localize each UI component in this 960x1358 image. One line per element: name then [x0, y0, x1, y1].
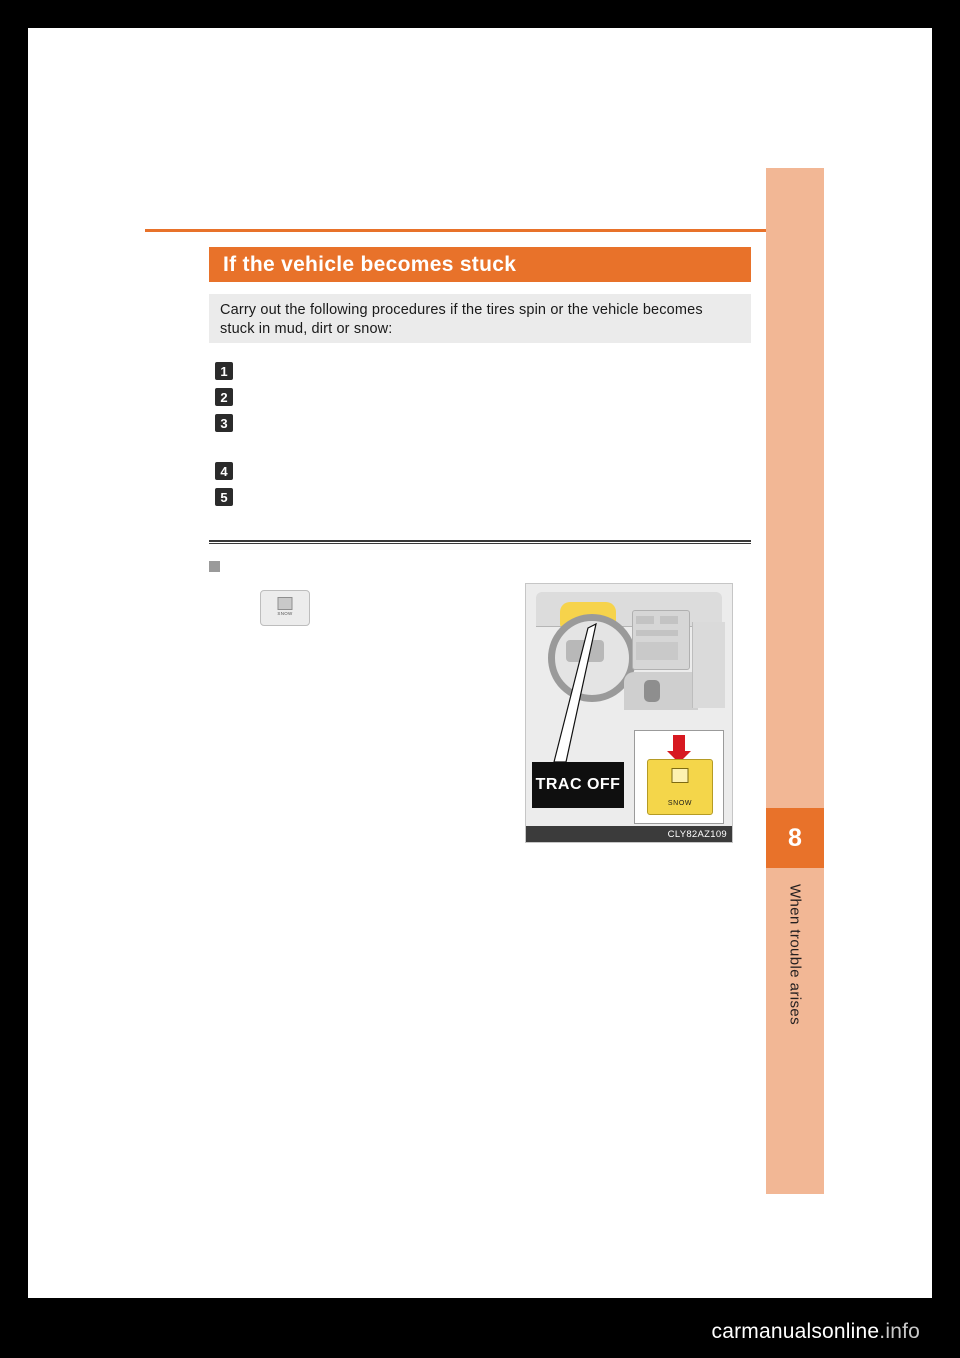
snow-switch-callout: [634, 730, 724, 824]
step-item: [215, 488, 751, 514]
display-shape: [636, 630, 678, 636]
step-item: [215, 388, 751, 414]
snow-switch-button[interactable]: [647, 759, 713, 815]
divider-line-bottom: [209, 543, 751, 544]
step-number: 5: [215, 488, 233, 506]
chapter-number: 8: [766, 808, 824, 868]
step-number: 2: [215, 388, 233, 406]
air-vent-shape: [660, 616, 678, 624]
steering-wheel-hub-shape: [566, 640, 604, 662]
shift-lever-shape: [644, 680, 660, 702]
watermark-main: carmanualsonline: [711, 1320, 880, 1343]
trac-off-indicator-text: TRAC OFF: [535, 776, 621, 793]
illustration: [525, 583, 733, 843]
step-number: 3: [215, 414, 233, 432]
step-number: 1: [215, 362, 233, 380]
snow-switch-label: SNOW: [667, 800, 693, 807]
snow-switch-symbol-icon: [672, 768, 689, 783]
step-item: [215, 462, 751, 488]
snow-switch-glyph-icon: [278, 597, 293, 610]
snow-switch-thumbnail: [260, 590, 310, 626]
chapter-label-text: When trouble arises: [786, 884, 804, 1025]
center-console-shape: [624, 672, 698, 710]
frame-top: [0, 0, 960, 28]
snow-switch-thumbnail-label: SNOW: [277, 611, 293, 616]
trac-off-indicator: [532, 762, 624, 808]
intro-box: [209, 294, 751, 343]
frame-left: [0, 0, 28, 1358]
air-vent-shape: [636, 616, 654, 624]
frame-right: [932, 0, 960, 1358]
step-item: [215, 414, 751, 440]
square-bullet-icon: [209, 561, 220, 572]
header-rule: [145, 229, 766, 232]
section-title-bar: [209, 247, 751, 282]
step-number: 4: [215, 462, 233, 480]
step-spacer: [215, 440, 751, 462]
step-item: [215, 362, 751, 388]
watermark: [712, 1320, 921, 1344]
control-panel-shape: [636, 642, 678, 660]
dashboard-sketch: [532, 592, 726, 712]
page-title: If the vehicle becomes stuck: [223, 253, 517, 276]
watermark-suffix: .info: [879, 1320, 920, 1343]
section-divider: [209, 540, 751, 545]
intro-text: Carry out the following procedures if the tires spin or the vehicle becomes stuck in mud, dirt or snow:: [220, 302, 703, 337]
illustration-code: CLY82AZ109: [526, 826, 732, 842]
divider-line-top: [209, 540, 751, 542]
procedure-steps: [215, 362, 751, 514]
chapter-label: [766, 880, 824, 1120]
door-trim-shape: [692, 622, 725, 708]
